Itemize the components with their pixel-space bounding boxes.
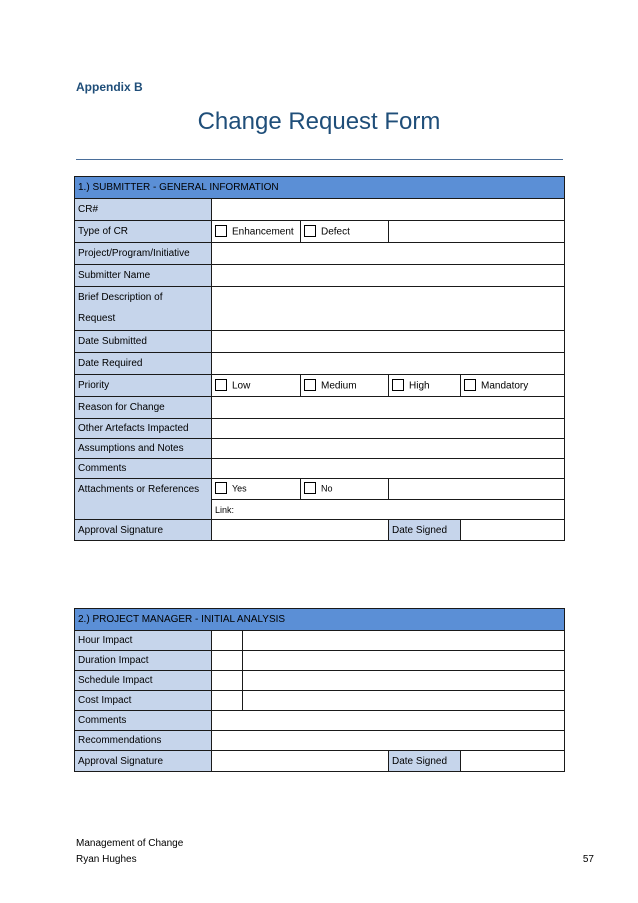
no-checkbox[interactable] [304, 482, 316, 494]
page-number: 57 [582, 854, 594, 865]
priority-mandatory-cell [461, 375, 565, 397]
defect-option-label: Defect [321, 226, 350, 238]
mandatory-option-label: Mandatory [481, 380, 529, 392]
cost-impact-value[interactable] [212, 691, 243, 711]
date-signed-field[interactable] [461, 520, 565, 541]
cost-impact-label: Cost Impact [75, 691, 212, 711]
high-option-label: High [409, 380, 430, 392]
approval-signature-field[interactable] [212, 520, 389, 541]
title-divider [76, 159, 563, 160]
priority-low-cell [212, 375, 301, 397]
approval-signature-label: Approval Signature [75, 520, 212, 541]
hour-impact-label: Hour Impact [75, 631, 212, 651]
footer-line2: Ryan Hughes [76, 854, 137, 865]
date-required-label: Date Required [75, 353, 212, 375]
cost-impact-notes[interactable] [243, 691, 565, 711]
low-option-label: Low [232, 380, 251, 392]
pm-approval-signature-label: Approval Signature [75, 751, 212, 772]
submitter-name-field[interactable] [212, 265, 565, 287]
link-field[interactable] [212, 500, 565, 520]
schedule-impact-value[interactable] [212, 671, 243, 691]
priority-medium-cell [301, 375, 389, 397]
yes-checkbox[interactable] [215, 482, 227, 494]
brief-description-label-line1: Brief Description of [78, 292, 163, 303]
medium-checkbox[interactable] [304, 379, 316, 391]
section1-header: 1.) SUBMITTER - GENERAL INFORMATION [75, 177, 565, 199]
low-checkbox[interactable] [215, 379, 227, 391]
reason-for-change-field[interactable] [212, 397, 565, 419]
other-artefacts-label: Other Artefacts Impacted [75, 419, 212, 439]
submitter-info-table [74, 176, 565, 541]
recommendations-field[interactable] [212, 731, 565, 751]
priority-label: Priority [75, 375, 212, 397]
assumptions-label: Assumptions and Notes [75, 439, 212, 459]
reason-for-change-label: Reason for Change [75, 397, 212, 419]
priority-high-cell [389, 375, 461, 397]
type-defect-cell [301, 221, 389, 243]
date-required-field[interactable] [212, 353, 565, 375]
appendix-label: Appendix B [76, 80, 143, 94]
pm-comments-field[interactable] [212, 711, 565, 731]
pm-approval-signature-field[interactable] [212, 751, 389, 772]
date-submitted-field[interactable] [212, 331, 565, 353]
cr-number-label: CR# [75, 199, 212, 221]
attachments-label: Attachments or References [75, 479, 212, 500]
pm-date-signed-label: Date Signed [389, 751, 461, 772]
pm-date-signed-field[interactable] [461, 751, 565, 772]
brief-description-field[interactable] [212, 287, 565, 331]
submitter-name-label: Submitter Name [75, 265, 212, 287]
footer-line1: Management of Change [76, 838, 184, 849]
type-of-cr-label: Type of CR [75, 221, 212, 243]
date-submitted-label: Date Submitted [75, 331, 212, 353]
comments-label: Comments [75, 459, 212, 479]
comments-field[interactable] [212, 459, 565, 479]
no-option-label: No [321, 483, 333, 494]
hour-impact-notes[interactable] [243, 631, 565, 651]
duration-impact-label: Duration Impact [75, 651, 212, 671]
project-label: Project/Program/Initiative [75, 243, 212, 265]
attachments-no-cell [301, 479, 389, 500]
attachments-label-continued [75, 500, 212, 520]
enhancement-option-label: Enhancement [232, 226, 294, 238]
high-checkbox[interactable] [392, 379, 404, 391]
medium-option-label: Medium [321, 380, 357, 392]
other-artefacts-field[interactable] [212, 419, 565, 439]
cr-number-field[interactable] [212, 199, 565, 221]
duration-impact-notes[interactable] [243, 651, 565, 671]
section2-header: 2.) PROJECT MANAGER - INITIAL ANALYSIS [75, 609, 565, 631]
pm-analysis-table [74, 608, 565, 772]
enhancement-checkbox[interactable] [215, 225, 227, 237]
duration-impact-value[interactable] [212, 651, 243, 671]
project-field[interactable] [212, 243, 565, 265]
hour-impact-value[interactable] [212, 631, 243, 651]
brief-description-label [75, 287, 212, 331]
type-of-cr-extra-field[interactable] [389, 221, 565, 243]
assumptions-field[interactable] [212, 439, 565, 459]
type-enhancement-cell [212, 221, 301, 243]
brief-description-label-line2: Request [78, 313, 116, 324]
page-title-text: Change Request Form [197, 108, 441, 135]
attachments-extra-field[interactable] [389, 479, 565, 500]
mandatory-checkbox[interactable] [464, 379, 476, 391]
yes-option-label: Yes [232, 483, 247, 494]
date-signed-label: Date Signed [389, 520, 461, 541]
defect-checkbox[interactable] [304, 225, 316, 237]
attachments-yes-cell [212, 479, 301, 500]
recommendations-label: Recommendations [75, 731, 212, 751]
link-label: Link: [215, 504, 235, 515]
page-title [0, 108, 638, 136]
pm-comments-label: Comments [75, 711, 212, 731]
schedule-impact-notes[interactable] [243, 671, 565, 691]
schedule-impact-label: Schedule Impact [75, 671, 212, 691]
